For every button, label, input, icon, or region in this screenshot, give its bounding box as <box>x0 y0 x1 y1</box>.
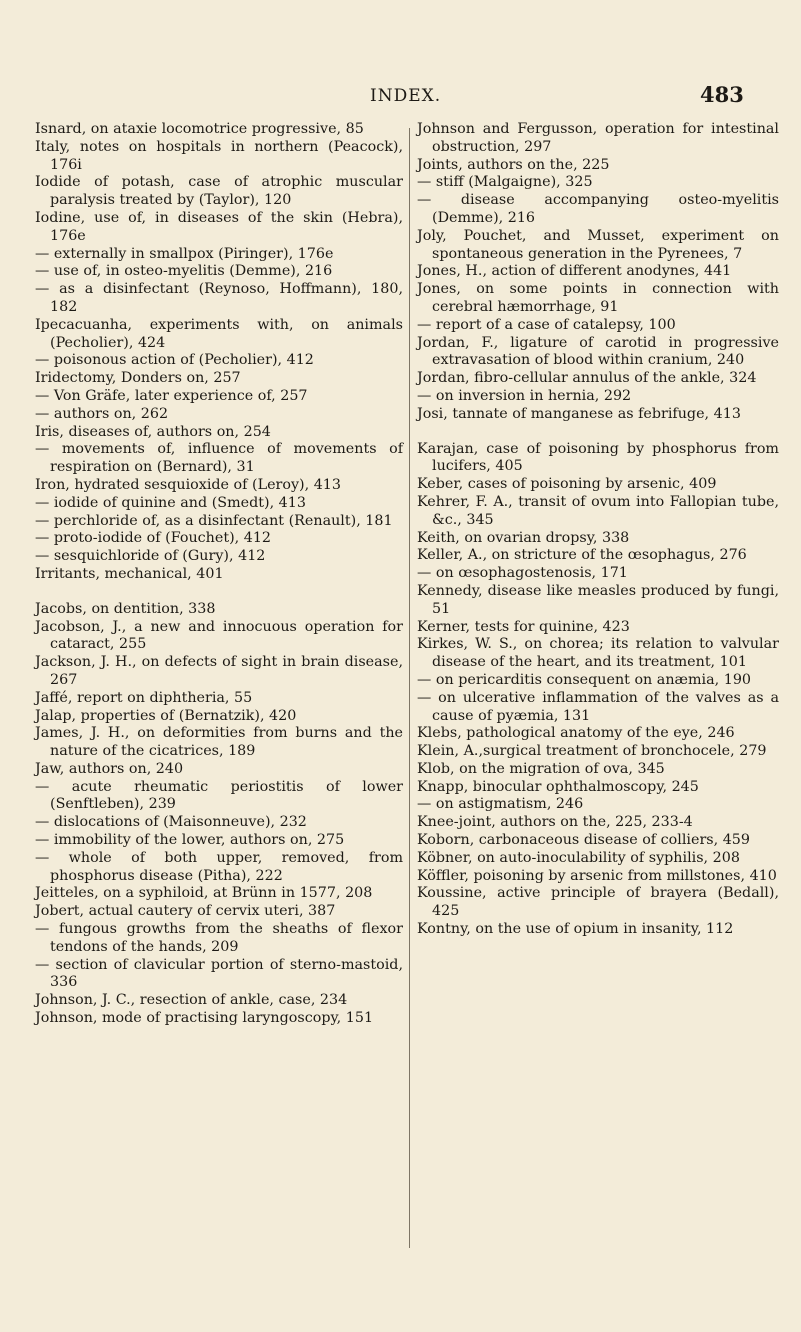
index-entry: — proto-iodide of (Fouchet), 412 <box>35 530 272 547</box>
index-entry: Keith, on ovarian dropsy, 338 <box>417 529 630 546</box>
index-entry: Irritants, mechanical, 401 <box>35 565 224 582</box>
index-entry: Jones, H., action of different anodynes, 441 <box>417 263 732 280</box>
index-entry: Kirkes, W. S., on chorea; its relation to valvular disease of the heart, and its treatment, 101 <box>417 636 779 671</box>
index-entry: Klob, on the migration of ova, 345 <box>417 760 665 777</box>
index-entry: Jones, on some points in connection with cerebral hæmorrhage, 91 <box>417 281 779 315</box>
index-entry: Jeitteles, on a syphiloid, at Brünn in 1577, 208 <box>35 885 373 902</box>
index-entry: — disease accompanying osteo-myelitis (Demme), 216 <box>417 192 779 226</box>
index-entry: Kerner, tests for quinine, 423 <box>417 618 630 635</box>
index-entry: — fungous growths from the sheaths of flexor tendons of the hands, 209 <box>35 921 403 955</box>
index-entry: Johnson and Fergusson, operation for intestinal obstruction, 297 <box>417 121 779 155</box>
index-entry: Joly, Pouchet, and Musset, experiment on spontaneous generation in the Pyrenees, 7 <box>417 227 779 262</box>
page-number: 483 <box>700 82 744 107</box>
index-entry: Iron, hydrated sesquioxide of (Leroy), 413 <box>35 476 342 493</box>
index-entry: — sesquichloride of (Gury), 412 <box>35 548 266 565</box>
index-entry: Knee-joint, authors on the, 225, 233-4 <box>417 814 693 831</box>
index-entry: Jordan, fibro-cellular annulus of the ankle, 324 <box>417 370 757 387</box>
index-entry: Jobert, actual cautery of cervix uteri, 387 <box>35 903 336 920</box>
index-entry: — externally in smallpox (Piringer), 176e <box>35 245 334 262</box>
index-entry: — on œsophagostenosis, 171 <box>417 565 628 582</box>
index-entry: Keber, cases of poisoning by arsenic, 409 <box>417 476 717 493</box>
index-entry: — section of clavicular portion of sterno-mastoid, 336 <box>35 956 403 991</box>
index-entry: Köffler, poisoning by arsenic from millstones, 410 <box>417 867 777 884</box>
index-entry: — as a disinfectant (Reynoso, Hoffmann), 180, 182 <box>35 281 403 315</box>
index-entry: Klein, A.,surgical treatment of bronchocele, 279 <box>417 743 767 760</box>
index-entry: Kehrer, F. A., transit of ovum into Fallopian tube, &c., 345 <box>417 493 779 528</box>
index-entry: Koborn, carbonaceous disease of colliers, 459 <box>417 832 750 849</box>
index-entry: Jaffé, report on diphtheria, 55 <box>35 689 253 706</box>
index-entry: Isnard, on ataxie locomotrice progressive, 85 <box>35 121 364 137</box>
index-entry: Kennedy, disease like measles produced by fungi, 51 <box>417 582 779 617</box>
index-entry: — whole of both upper, removed, from phosphorus disease (Pitha), 222 <box>35 849 403 884</box>
index-entry: Johnson, J. C., resection of ankle, case, 234 <box>35 992 348 1009</box>
index-entry: — use of, in osteo-myelitis (Demme), 216 <box>35 263 333 280</box>
index-entry: — authors on, 262 <box>35 405 169 422</box>
index-entry: — report of a case of catalepsy, 100 <box>417 316 676 333</box>
index-column-right <box>417 121 779 939</box>
index-entry: James, J. H., on deformities from burns and the nature of the cicatrices, 189 <box>35 725 403 760</box>
column-divider <box>409 128 410 1248</box>
index-entry: Johnson, mode of practising laryngoscopy, 151 <box>35 1010 374 1027</box>
index-entry: Italy, notes on hospitals in northern (Peacock), 176i <box>35 138 403 173</box>
index-entry: Jacobson, J., a new and innocuous operation for cataract, 255 <box>35 618 403 653</box>
index-entry: — iodide of quinine and (Smedt), 413 <box>35 494 306 511</box>
index-entry: — movements of, influence of movements of respiration on (Bernard), 31 <box>35 441 403 476</box>
index-entry: Keller, A., on stricture of the œsophagus, 276 <box>417 547 747 564</box>
index-entry: Klebs, pathological anatomy of the eye, 246 <box>417 725 735 742</box>
page-header <box>0 82 801 112</box>
index-entry: — perchloride of, as a disinfectant (Renault), 181 <box>35 512 393 529</box>
index-entry: — Von Gräfe, later experience of, 257 <box>35 387 308 404</box>
index-entry: Karajan, case of poisoning by phosphorus from lucifers, 405 <box>417 440 779 475</box>
index-entry: — on inversion in hernia, 292 <box>417 387 632 404</box>
index-entry: Jordan, F., ligature of carotid in progressive extravasation of blood within cranium, 240 <box>417 334 779 369</box>
running-head: INDEX. <box>370 86 442 106</box>
index-entry: Jalap, properties of (Bernatzik), 420 <box>35 707 297 724</box>
index-entry: Josi, tannate of manganese as febrifuge, 413 <box>417 405 741 422</box>
index-entry: Iris, diseases of, authors on, 254 <box>35 423 271 440</box>
index-entry: — acute rheumatic periostitis of lower (Senftleben), 239 <box>35 778 403 813</box>
index-entry: — poisonous action of (Pecholier), 412 <box>35 352 314 369</box>
index-entry: Koussine, active principle of brayera (Bedall), 425 <box>417 885 779 920</box>
index-entry: Jackson, J. H., on defects of sight in brain disease, 267 <box>35 654 403 688</box>
index-entry: — on pericarditis consequent on anæmia, 190 <box>417 671 752 688</box>
index-entry: Joints, authors on the, 225 <box>417 156 610 173</box>
index-entry: Ipecacuanha, experiments with, on animals (Pecholier), 424 <box>35 316 403 351</box>
index-entry: — on astigmatism, 246 <box>417 796 584 813</box>
index-entry: Köbner, on auto-inoculability of syphilis, 208 <box>417 849 740 866</box>
index-entry: — stiff (Malgaigne), 325 <box>417 174 593 191</box>
index-entry: Jacobs, on dentition, 338 <box>35 600 216 617</box>
index-entry: Jaw, authors on, 240 <box>35 760 184 777</box>
index-entry: Iodine, use of, in diseases of the skin (Hebra), 176e <box>35 209 403 244</box>
index-entry: Iridectomy, Donders on, 257 <box>35 370 241 387</box>
index-entry: — dislocations of (Maisonneuve), 232 <box>35 814 307 831</box>
index-entry: — on ulcerative inflammation of the valves as a cause of pyæmia, 131 <box>417 689 779 724</box>
index-entry: Iodide of potash, case of atrophic muscular paralysis treated by (Taylor), 120 <box>35 174 403 209</box>
index-entry: Knapp, binocular ophthalmoscopy, 245 <box>417 778 699 795</box>
index-entry: Kontny, on the use of opium in insanity, 112 <box>417 921 734 938</box>
index-entry: — immobility of the lower, authors on, 275 <box>35 832 345 849</box>
index-column-left <box>35 121 403 1028</box>
